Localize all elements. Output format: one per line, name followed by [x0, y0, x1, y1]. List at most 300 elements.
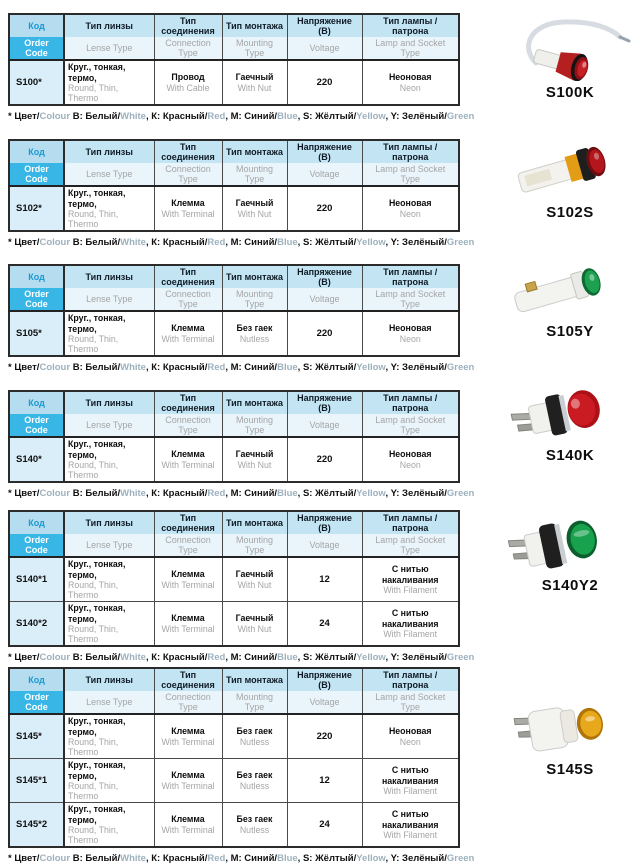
order-code-cell: S145*	[9, 714, 64, 759]
product-label: S140K	[545, 447, 595, 464]
header-row-english	[9, 414, 459, 437]
lens-type-cell	[64, 759, 154, 803]
color-legend	[8, 362, 632, 373]
connection-type-cell	[154, 437, 222, 482]
legend-text: Blue	[277, 488, 298, 499]
connection-type-cell	[154, 60, 222, 105]
legend-text: Red	[207, 853, 226, 864]
legend-text: White	[120, 488, 146, 499]
mounting-type-cell	[222, 602, 287, 647]
header-voltage-en: Voltage	[287, 37, 362, 60]
legend-text: Red	[207, 237, 226, 248]
legend-text: , К: Красный/	[145, 111, 208, 122]
legend-text: Colour	[39, 488, 71, 499]
legend-text: White	[120, 111, 146, 122]
lamp-type-cell-en: With Filament	[383, 629, 438, 639]
product-figure	[500, 137, 640, 221]
product-section	[8, 13, 632, 122]
header-code-ru: Код	[9, 391, 64, 414]
header-lamp-en: Lamp and Socket Type	[362, 163, 459, 186]
legend-text: В: Белый/	[70, 362, 121, 373]
product-photo-s105y	[500, 256, 640, 320]
mounting-type-cell-en: With Nut	[237, 208, 272, 219]
spec-table	[8, 390, 460, 483]
product-section	[8, 139, 632, 248]
lamp-type-cell	[362, 759, 459, 803]
header-code-ru: Код	[9, 140, 64, 163]
legend-text: * Цвет/	[8, 488, 40, 499]
spec-table	[8, 510, 460, 647]
legend-text: , М: Синий/	[225, 853, 278, 864]
mounting-type-cell	[222, 557, 287, 602]
header-row-russian	[9, 511, 459, 534]
legend-text: Blue	[277, 237, 298, 248]
lamp-type-cell	[362, 437, 459, 482]
mounting-type-cell-en: Nutless	[239, 824, 270, 835]
mounting-type-cell	[222, 186, 287, 231]
header-mounting-ru: Тип монтажа	[222, 511, 287, 534]
lamp-type-cell-ru: Неоновая	[388, 198, 432, 209]
spec-table	[8, 13, 460, 106]
header-voltage-en: Voltage	[287, 163, 362, 186]
lamp-type-cell-ru: С нитью накаливания	[381, 564, 439, 585]
mounting-type-cell-ru: Без гаек	[236, 726, 273, 737]
header-lamp-en: Lamp and Socket Type	[362, 534, 459, 557]
mounting-type-cell-en: Nutless	[239, 780, 270, 791]
legend-text: Blue	[277, 362, 298, 373]
header-mounting-en: Mounting Type	[222, 37, 287, 60]
product-label: S105Y	[546, 323, 594, 340]
connection-type-cell-en: With Terminal	[161, 333, 215, 344]
legend-text: Red	[207, 111, 226, 122]
header-code-ru: Код	[9, 511, 64, 534]
legend-text: Yellow	[356, 652, 386, 663]
spec-table	[8, 264, 460, 357]
header-lens-ru: Тип линзы	[64, 14, 154, 37]
legend-text: , М: Синий/	[225, 652, 278, 663]
mounting-type-cell-en: With Nut	[237, 579, 272, 590]
spec-table	[8, 667, 460, 848]
header-voltage-ru: Напряжение (В)	[287, 511, 362, 534]
mounting-type-cell-ru: Гаечный	[235, 569, 274, 580]
lens-type-cell-en: Round, Thin, Thermo	[68, 781, 119, 801]
lens-type-cell-en: Round, Thin, Thermo	[68, 460, 119, 480]
connection-type-cell-ru: Клемма	[171, 449, 205, 460]
legend-text: , S: Жёлтый/	[297, 652, 357, 663]
connection-type-cell-ru: Клемма	[171, 726, 205, 737]
legend-text: Red	[207, 362, 226, 373]
legend-text: White	[120, 853, 146, 864]
header-connection-en: Connection Type	[154, 288, 222, 311]
mounting-type-cell-ru: Гаечный	[235, 72, 274, 83]
header-lens-en: Lense Type	[64, 691, 154, 714]
header-lamp-ru: Тип лампы / патрона	[362, 14, 459, 37]
header-voltage-ru: Напряжение (В)	[287, 140, 362, 163]
mounting-type-cell-en: With Nut	[237, 82, 272, 93]
header-voltage-ru: Напряжение (В)	[287, 265, 362, 288]
header-mounting-ru: Тип монтажа	[222, 265, 287, 288]
header-connection-en: Connection Type	[154, 37, 222, 60]
order-code-cell: S140*	[9, 437, 64, 482]
lamp-type-cell-ru: С нитью накаливания	[381, 765, 439, 786]
spec-row	[9, 602, 459, 647]
legend-text: Blue	[277, 652, 298, 663]
header-lens-ru: Тип линзы	[64, 140, 154, 163]
header-mounting-en: Mounting Type	[222, 414, 287, 437]
header-mounting-ru: Тип монтажа	[222, 14, 287, 37]
legend-text: , Y: Зелёный/	[385, 488, 447, 499]
header-voltage-en: Voltage	[287, 691, 362, 714]
lamp-type-cell-ru: Неоновая	[388, 72, 432, 83]
legend-text: * Цвет/	[8, 652, 40, 663]
header-mounting-en: Mounting Type	[222, 288, 287, 311]
legend-text: Blue	[277, 853, 298, 864]
mounting-type-cell	[222, 714, 287, 759]
header-code-en: Order Code	[9, 691, 64, 714]
legend-text: * Цвет/	[8, 111, 40, 122]
voltage-cell: 220	[287, 60, 362, 105]
header-lens-en: Lense Type	[64, 163, 154, 186]
header-lamp-ru: Тип лампы / патрона	[362, 391, 459, 414]
connection-type-cell-ru: Клемма	[171, 569, 205, 580]
connection-type-cell	[154, 557, 222, 602]
lens-type-cell	[64, 803, 154, 848]
legend-text: Green	[446, 853, 475, 864]
lens-type-cell-ru: Круг., тонкая, термо,	[68, 804, 126, 825]
lamp-type-cell-ru: Неоновая	[388, 323, 432, 334]
header-lens-en: Lense Type	[64, 37, 154, 60]
lamp-type-cell-ru: С нитью накаливания	[381, 608, 439, 629]
product-label: S145S	[546, 761, 594, 778]
header-voltage-ru: Напряжение (В)	[287, 14, 362, 37]
voltage-cell: 24	[287, 602, 362, 647]
lens-type-cell-ru: Круг., тонкая, термо,	[68, 760, 126, 781]
legend-text: , М: Синий/	[225, 111, 278, 122]
header-lamp-ru: Тип лампы / патрона	[362, 668, 459, 691]
spec-row	[9, 557, 459, 602]
header-lamp-ru: Тип лампы / патрона	[362, 265, 459, 288]
header-mounting-ru: Тип монтажа	[222, 668, 287, 691]
lens-type-cell-en: Round, Thin, Thermo	[68, 209, 119, 229]
header-connection-ru: Тип соединения	[154, 668, 222, 691]
legend-text: Blue	[277, 111, 298, 122]
lamp-type-cell-ru: Неоновая	[388, 726, 432, 737]
header-connection-ru: Тип соединения	[154, 265, 222, 288]
header-lamp-ru: Тип лампы / патрона	[362, 511, 459, 534]
header-code-en: Order Code	[9, 37, 64, 60]
legend-text: , Y: Зелёный/	[385, 237, 447, 248]
legend-text: Yellow	[356, 237, 386, 248]
lens-type-cell	[64, 602, 154, 647]
mounting-type-cell-ru: Без гаек	[236, 323, 273, 334]
legend-text: Colour	[39, 111, 71, 122]
lamp-type-cell-ru: С нитью накаливания	[381, 809, 439, 830]
voltage-cell: 220	[287, 714, 362, 759]
mounting-type-cell	[222, 803, 287, 848]
connection-type-cell	[154, 714, 222, 759]
lamp-type-cell	[362, 186, 459, 231]
legend-text: , М: Синий/	[225, 362, 278, 373]
lamp-type-cell-ru: Неоновая	[388, 449, 432, 460]
order-code-cell: S100*	[9, 60, 64, 105]
order-code-cell: S102*	[9, 186, 64, 231]
header-voltage-ru: Напряжение (В)	[287, 391, 362, 414]
lens-type-cell	[64, 437, 154, 482]
legend-text: Green	[446, 488, 475, 499]
connection-type-cell-ru: Клемма	[171, 814, 205, 825]
lens-type-cell	[64, 557, 154, 602]
header-mounting-en: Mounting Type	[222, 163, 287, 186]
legend-text: White	[120, 237, 146, 248]
lens-type-cell-ru: Круг., тонкая, термо,	[68, 716, 126, 737]
connection-type-cell	[154, 602, 222, 647]
spec-row	[9, 311, 459, 356]
legend-text: В: Белый/	[70, 111, 121, 122]
product-figure	[500, 380, 640, 464]
header-voltage-en: Voltage	[287, 414, 362, 437]
connection-type-cell-en: With Terminal	[161, 459, 215, 470]
voltage-cell: 12	[287, 557, 362, 602]
legend-text: * Цвет/	[8, 362, 40, 373]
legend-text: * Цвет/	[8, 853, 40, 864]
legend-text: , Y: Зелёный/	[385, 853, 447, 864]
header-lens-en: Lense Type	[64, 288, 154, 311]
legend-text: White	[120, 652, 146, 663]
lamp-type-cell-en: Neon	[399, 459, 421, 470]
legend-text: В: Белый/	[70, 237, 121, 248]
mounting-type-cell	[222, 759, 287, 803]
product-section	[8, 264, 632, 373]
header-lens-ru: Тип линзы	[64, 511, 154, 534]
product-photo-s102s	[500, 137, 640, 201]
header-mounting-en: Mounting Type	[222, 534, 287, 557]
connection-type-cell	[154, 186, 222, 231]
color-legend	[8, 652, 632, 663]
order-code-cell: S145*1	[9, 759, 64, 803]
legend-text: Yellow	[356, 853, 386, 864]
header-code-en: Order Code	[9, 163, 64, 186]
lens-type-cell-en: Round, Thin, Thermo	[68, 737, 119, 757]
legend-text: , К: Красный/	[145, 853, 208, 864]
mounting-type-cell-en: With Nut	[237, 459, 272, 470]
lamp-type-cell-en: With Filament	[383, 786, 438, 796]
legend-text: , S: Жёлтый/	[297, 853, 357, 864]
header-row-english	[9, 691, 459, 714]
voltage-cell: 220	[287, 311, 362, 356]
header-row-russian	[9, 14, 459, 37]
header-connection-ru: Тип соединения	[154, 391, 222, 414]
connection-type-cell-en: With Cable	[166, 82, 210, 93]
lens-type-cell-ru: Круг., тонкая, термо,	[68, 603, 126, 624]
lamp-type-cell	[362, 803, 459, 848]
lens-type-cell	[64, 60, 154, 105]
product-figure	[500, 510, 640, 594]
header-row-russian	[9, 391, 459, 414]
lamp-type-cell-en: Neon	[399, 333, 421, 344]
product-photo-s100k	[500, 17, 640, 81]
header-mounting-en: Mounting Type	[222, 691, 287, 714]
order-code-cell: S145*2	[9, 803, 64, 848]
header-lamp-ru: Тип лампы / патрона	[362, 140, 459, 163]
legend-text: , К: Красный/	[145, 237, 208, 248]
mounting-type-cell	[222, 60, 287, 105]
lens-type-cell	[64, 714, 154, 759]
connection-type-cell-en: With Terminal	[161, 623, 215, 634]
header-connection-en: Connection Type	[154, 691, 222, 714]
legend-text: , S: Жёлтый/	[297, 488, 357, 499]
legend-text: В: Белый/	[70, 488, 121, 499]
legend-text: Yellow	[356, 111, 386, 122]
lamp-type-cell	[362, 60, 459, 105]
lamp-type-cell-en: Neon	[399, 736, 421, 747]
lamp-type-cell	[362, 714, 459, 759]
mounting-type-cell-ru: Без гаек	[236, 814, 273, 825]
header-lamp-en: Lamp and Socket Type	[362, 414, 459, 437]
color-legend	[8, 237, 632, 248]
header-row-russian	[9, 668, 459, 691]
connection-type-cell-en: With Terminal	[161, 579, 215, 590]
lamp-type-cell-en: With Filament	[383, 585, 438, 595]
legend-text: , S: Жёлтый/	[297, 237, 357, 248]
spec-row	[9, 714, 459, 759]
lamp-type-cell	[362, 602, 459, 647]
header-lens-ru: Тип линзы	[64, 668, 154, 691]
legend-text: , М: Синий/	[225, 488, 278, 499]
spec-table	[8, 139, 460, 232]
color-legend	[8, 111, 632, 122]
header-code-en: Order Code	[9, 414, 64, 437]
connection-type-cell-ru: Клемма	[171, 198, 205, 209]
product-section	[8, 667, 632, 864]
lamp-type-cell-en: Neon	[399, 208, 421, 219]
mounting-type-cell	[222, 437, 287, 482]
header-row-english	[9, 37, 459, 60]
connection-type-cell-en: With Terminal	[161, 780, 215, 791]
product-photo-s140k	[500, 380, 640, 444]
header-code-ru: Код	[9, 14, 64, 37]
header-row-english	[9, 288, 459, 311]
lens-type-cell-ru: Круг., тонкая, термо,	[68, 439, 126, 460]
header-row-english	[9, 534, 459, 557]
spec-row	[9, 186, 459, 231]
mounting-type-cell-ru: Гаечный	[235, 613, 274, 624]
legend-text: Red	[207, 652, 226, 663]
lens-type-cell-ru: Круг., тонкая, термо,	[68, 62, 126, 83]
connection-type-cell-ru: Клемма	[171, 770, 205, 781]
legend-text: Colour	[39, 652, 71, 663]
lens-type-cell-ru: Круг., тонкая, термо,	[68, 188, 126, 209]
voltage-cell: 24	[287, 803, 362, 848]
connection-type-cell-en: With Terminal	[161, 736, 215, 747]
mounting-type-cell	[222, 311, 287, 356]
legend-text: Green	[446, 237, 475, 248]
legend-text: Green	[446, 362, 475, 373]
product-section	[8, 510, 632, 663]
spec-row	[9, 759, 459, 803]
product-photo-s140y2	[500, 510, 640, 574]
product-label: S140Y2	[541, 577, 599, 594]
legend-text: Green	[446, 111, 475, 122]
legend-text: Yellow	[356, 488, 386, 499]
lens-type-cell-en: Round, Thin, Thermo	[68, 825, 119, 845]
product-label: S100K	[545, 84, 595, 101]
lamp-type-cell	[362, 311, 459, 356]
header-connection-ru: Тип соединения	[154, 140, 222, 163]
connection-type-cell-ru: Клемма	[171, 613, 205, 624]
voltage-cell: 220	[287, 186, 362, 231]
header-connection-en: Connection Type	[154, 534, 222, 557]
voltage-cell: 220	[287, 437, 362, 482]
header-row-russian	[9, 140, 459, 163]
product-section	[8, 390, 632, 499]
lens-type-cell	[64, 186, 154, 231]
header-lens-en: Lense Type	[64, 534, 154, 557]
lamp-type-cell-en: With Filament	[383, 830, 438, 840]
connection-type-cell-en: With Terminal	[161, 824, 215, 835]
order-code-cell: S140*1	[9, 557, 64, 602]
header-lamp-en: Lamp and Socket Type	[362, 37, 459, 60]
legend-text: White	[120, 362, 146, 373]
header-mounting-ru: Тип монтажа	[222, 140, 287, 163]
header-code-en: Order Code	[9, 288, 64, 311]
header-row-russian	[9, 265, 459, 288]
product-photo-s145s	[500, 694, 640, 758]
legend-text: Yellow	[356, 362, 386, 373]
header-lens-ru: Тип линзы	[64, 265, 154, 288]
header-lens-ru: Тип линзы	[64, 391, 154, 414]
product-figure	[500, 694, 640, 778]
header-row-english	[9, 163, 459, 186]
product-figure	[500, 256, 640, 340]
header-lamp-en: Lamp and Socket Type	[362, 288, 459, 311]
header-code-en: Order Code	[9, 534, 64, 557]
header-code-ru: Код	[9, 265, 64, 288]
voltage-cell: 12	[287, 759, 362, 803]
legend-text: , К: Красный/	[145, 362, 208, 373]
mounting-type-cell-en: With Nut	[237, 623, 272, 634]
product-figure	[500, 17, 640, 101]
legend-text: , Y: Зелёный/	[385, 111, 447, 122]
legend-text: Colour	[39, 237, 71, 248]
connection-type-cell-ru: Клемма	[171, 323, 205, 334]
connection-type-cell	[154, 311, 222, 356]
lens-type-cell	[64, 311, 154, 356]
legend-text: , S: Жёлтый/	[297, 362, 357, 373]
legend-text: , К: Красный/	[145, 488, 208, 499]
header-lens-en: Lense Type	[64, 414, 154, 437]
header-code-ru: Код	[9, 668, 64, 691]
legend-text: Red	[207, 488, 226, 499]
connection-type-cell	[154, 759, 222, 803]
mounting-type-cell-ru: Гаечный	[235, 449, 274, 460]
legend-text: , М: Синий/	[225, 237, 278, 248]
color-legend	[8, 853, 632, 864]
header-connection-en: Connection Type	[154, 414, 222, 437]
header-connection-ru: Тип соединения	[154, 511, 222, 534]
legend-text: * Цвет/	[8, 237, 40, 248]
legend-text: , S: Жёлтый/	[297, 111, 357, 122]
mounting-type-cell-ru: Гаечный	[235, 198, 274, 209]
mounting-type-cell-ru: Без гаек	[236, 770, 273, 781]
lens-type-cell-en: Round, Thin, Thermo	[68, 334, 119, 354]
connection-type-cell-en: With Terminal	[161, 208, 215, 219]
connection-type-cell	[154, 803, 222, 848]
order-code-cell: S105*	[9, 311, 64, 356]
header-lamp-en: Lamp and Socket Type	[362, 691, 459, 714]
legend-text: В: Белый/	[70, 652, 121, 663]
legend-text: Green	[446, 652, 475, 663]
spec-row	[9, 60, 459, 105]
